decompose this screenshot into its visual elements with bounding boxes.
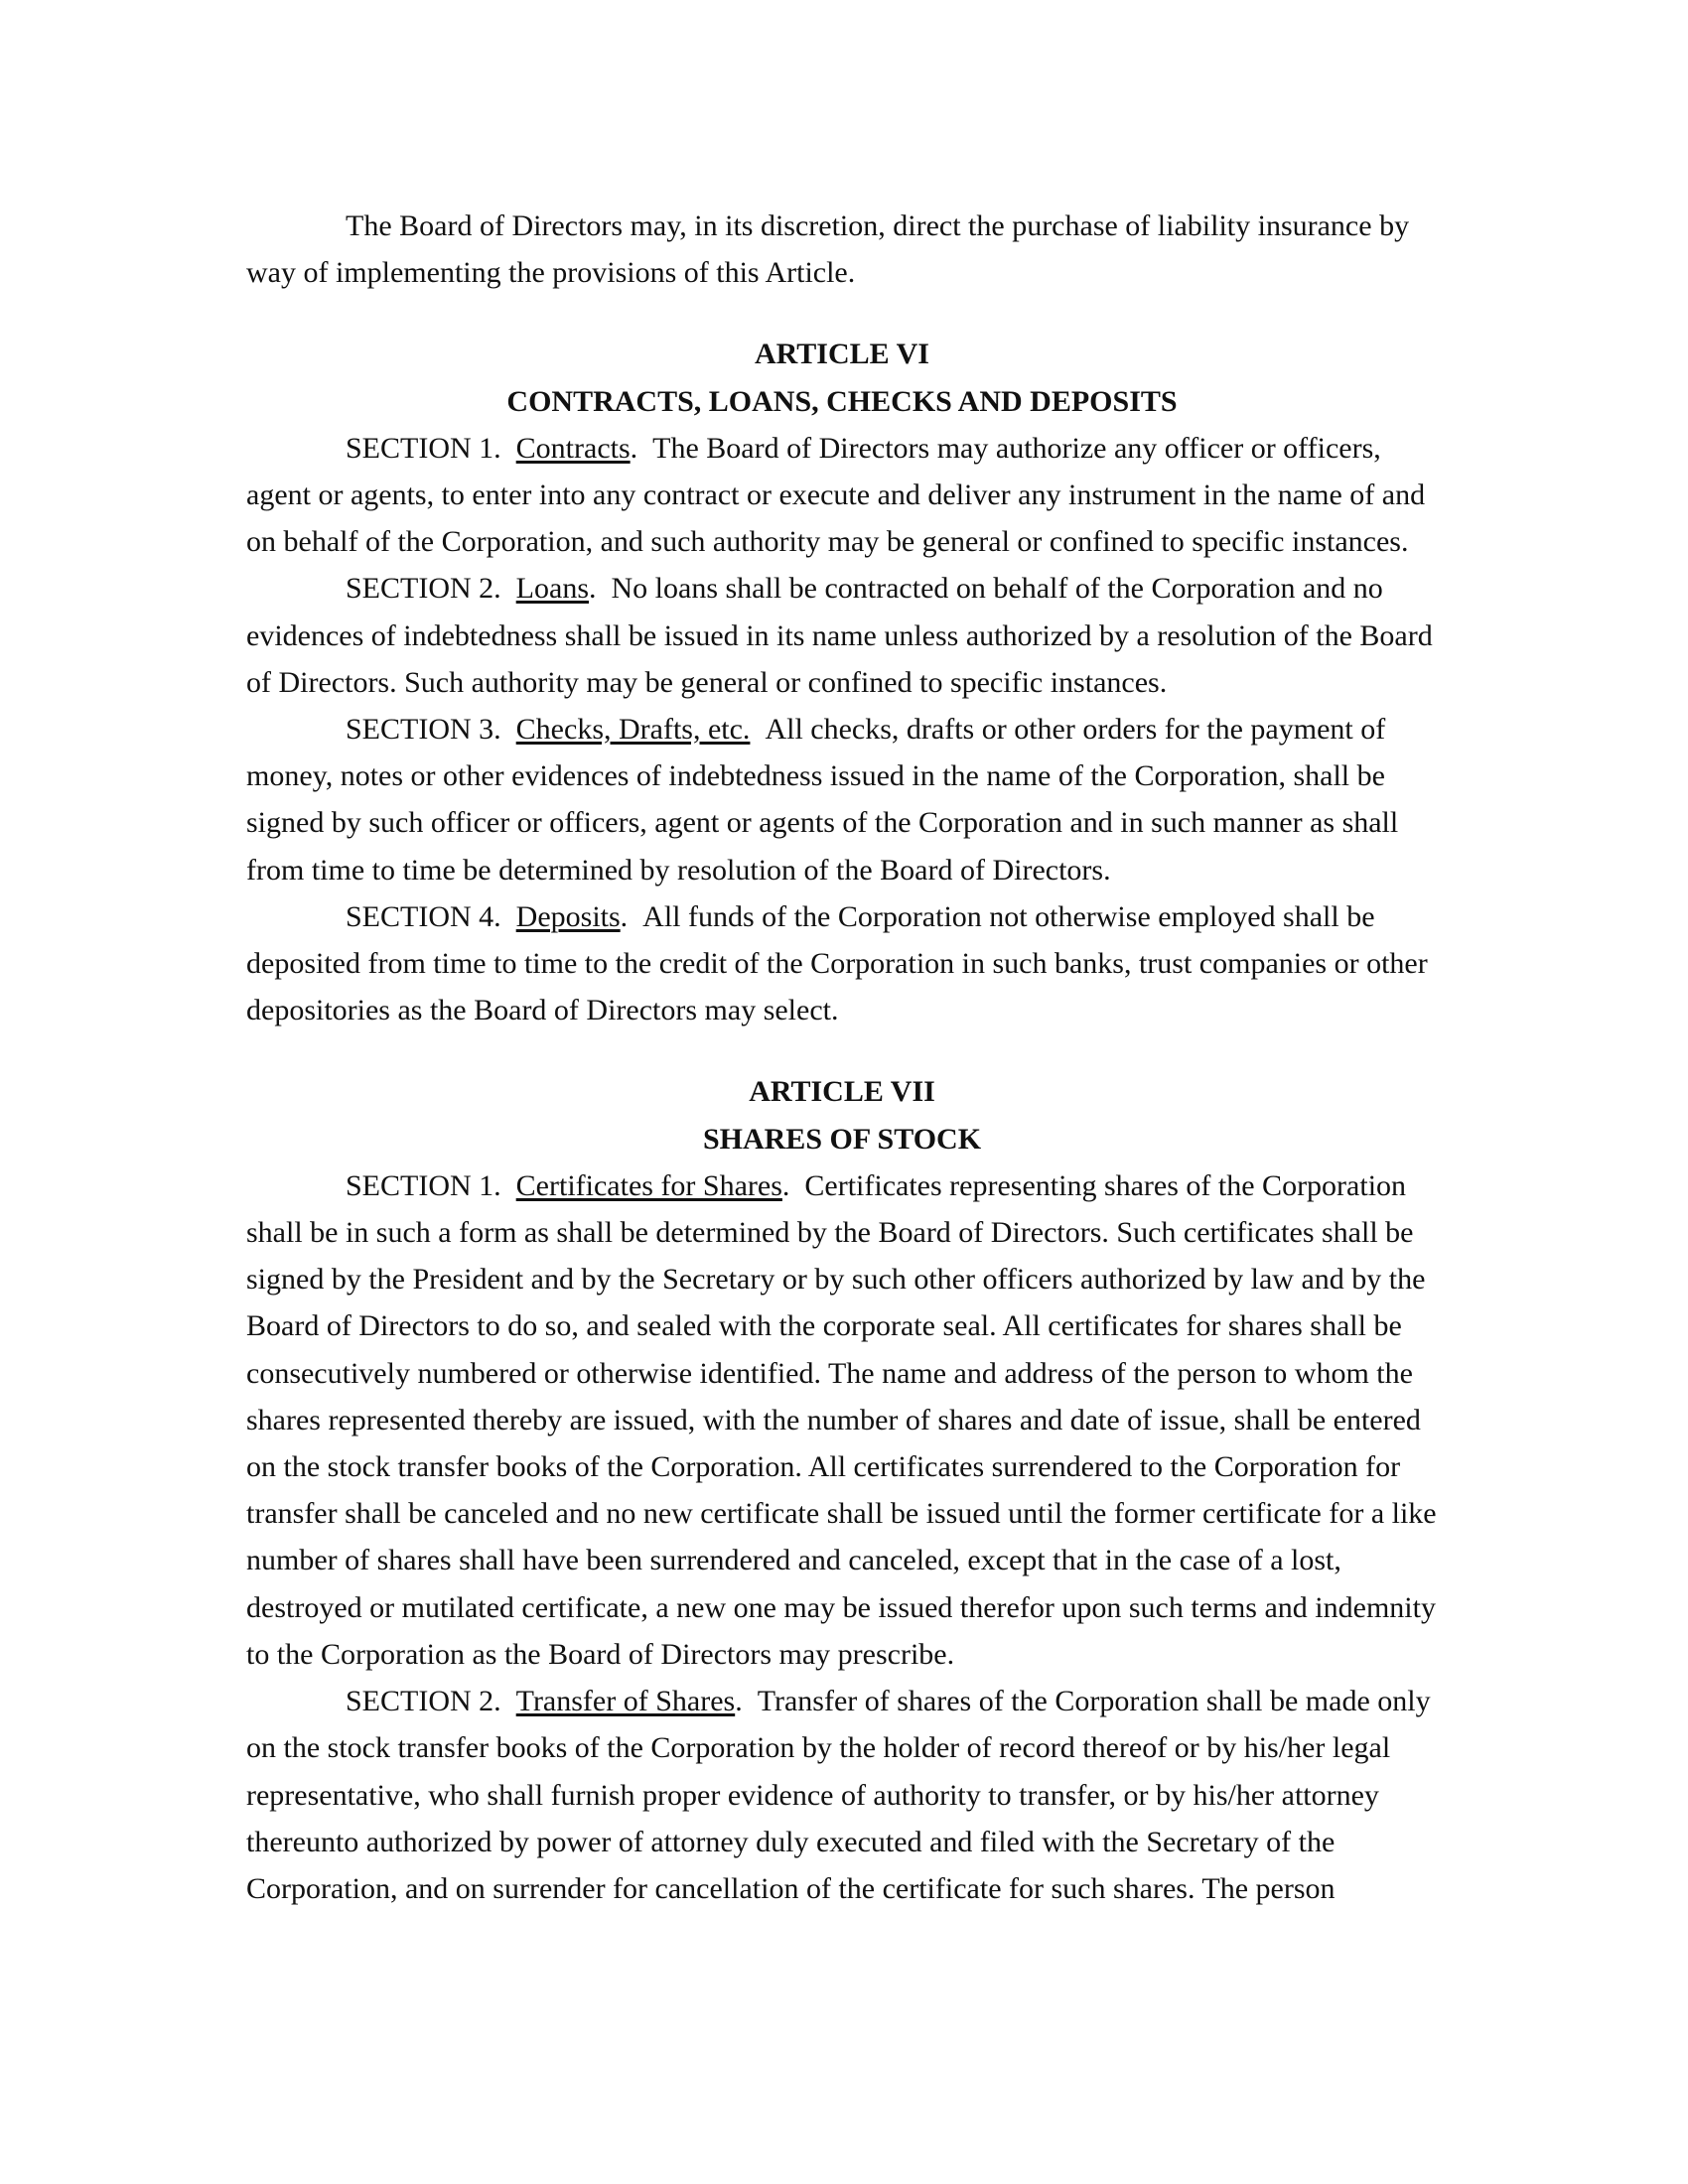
article-6-section-2: SECTION 2. Loans. No loans shall be contracted on behalf of the Corporation and no evidences of indebtedness shall be issued in its name unless authorized by a resolution of the Board of Directors. Such authority may be general or confined to specific instances. — [246, 572, 1433, 699]
section-label: SECTION 4. — [346, 899, 501, 933]
article-6-section-1: SECTION 1. Contracts. The Board of Directors may authorize any officer or officers, agent or agents, to enter into any contract or execute and deliver any instrument in the name of and on behalf of the Corporation, and such authority may be general or confined to specific instances. — [246, 431, 1426, 559]
article-7-section-1: SECTION 1. Certificates for Shares. Certificates representing shares of the Corporation shall be in such a form as shall be determined by the Board of Directors. Such certificates shall be signed by the President and by the Secretary or by such other officers authorized by law and by the Board of Directors to do so, and sealed with the corporate seal. All certificates for shares shall be consecutively numbered or otherwise identified. The name and address of the person to whom the shares represented thereby are issued, with the number of shares and date of issue, shall be entered on the stock transfer books of the Corporation. All certificates surrendered to the Corporation for transfer shall be canceled and no new certificate shall be issued until the former certificate for a like number of shares shall have been surrendered and canceled, except that in the case of a lost, destroyed or mutilated certificate, a new one may be issued therefor upon such terms and indemnity to the Corporation as the Board of Directors may prescribe. — [246, 1168, 1437, 1671]
section-text: All funds of the Corporation not otherwise employed shall be deposited from time to time to the credit of the Corporation in such banks, trust companies or other depositories as the Board of Directors may select. — [246, 899, 1428, 1027]
section-text: No loans shall be contracted on behalf of the Corporation and no evidences of indebtedness shall be issued in its name unless authorized by a resolution of the Board of Directors. Such authority may be general or confined to specific instances. — [246, 572, 1433, 699]
spacer — [246, 1033, 1438, 1068]
section-heading: Transfer of Shares — [515, 1685, 736, 1718]
article-6-number: ARTICLE VI — [755, 338, 929, 371]
article-6-section-3 — [246, 706, 1438, 893]
section-text: All checks, drafts or other orders for the payment of money, notes or other evidences of indebtedness issued in the name of the Corporation, shall be signed by such officer or officers, agent or agents of the Corporation and in such manner as shall from time to time be determined by resolution of the Board of Directors. — [246, 713, 1399, 887]
document-page — [246, 203, 1438, 1912]
section-label: SECTION 2. — [346, 572, 501, 606]
section-heading: Certificates for Shares — [515, 1168, 782, 1202]
section-label: SECTION 2. — [346, 1685, 501, 1718]
intro-paragraph: The Board of Directors may, in its discretion, direct the purchase of liability insurance by way of implementing the provisions of this Article. — [246, 209, 1410, 290]
spacer — [246, 296, 1438, 331]
section-text: Certificates representing shares of the Corporation shall be in such a form as shall be determined by the Board of Directors. Such certificates shall be signed by the President and by the Secretary or by such other officers authorized by law and by the Board of Directors to do so, and sealed with the corporate seal. All certificates for shares shall be consecutively numbered or otherwise identified. The name and address of the person to whom the shares represented thereby are issued, with the number of shares and date of issue, shall be entered on the stock transfer books of the Corporation. All certificates surrendered to the Corporation for transfer shall be canceled and no new certificate shall be issued until the former certificate for a like number of shares shall have been surrendered and canceled, except that in the case of a lost, destroyed or mutilated certificate, a new one may be issued therefor upon such terms and indemnity to the Corporation as the Board of Directors may prescribe. — [246, 1168, 1437, 1671]
section-heading: Contracts — [515, 431, 631, 465]
section-heading: Loans — [515, 572, 589, 606]
section-heading: Checks, Drafts, etc. — [515, 713, 751, 747]
article-6-section-4: SECTION 4. Deposits. All funds of the Corporation not otherwise employed shall be deposited from time to time to the credit of the Corporation in such banks, trust companies or other depositories as the Board of Directors may select. — [246, 899, 1428, 1027]
article-7-section-2: SECTION 2. Transfer of Shares. Transfer of shares of the Corporation shall be made only on the stock transfer books of the Corporation by the holder of record thereof or by his/her legal representative, who shall furnish proper evidence of authority to transfer, or by his/her attorney thereunto authorized by power of attorney duly executed and filed with the Secretary of the Corporation, and on surrender for cancellation of the certificate for such shares. The person — [246, 1685, 1431, 1905]
section-label: SECTION 1. — [346, 431, 501, 465]
section-heading: Deposits — [515, 899, 621, 933]
article-7-title: SHARES OF STOCK — [702, 1122, 982, 1156]
section-label: SECTION 1. — [346, 1168, 501, 1202]
article-6-title: CONTRACTS, LOANS, CHECKS AND DEPOSITS — [506, 384, 1178, 418]
article-7-number: ARTICLE VII — [749, 1075, 935, 1109]
section-text: Transfer of shares of the Corporation shall be made only on the stock transfer books of the Corporation by the holder of record thereof or by his/her legal representative, who shall furnish proper evidence of authority to transfer, or by his/her attorney thereunto authorized by power of attorney duly executed and filed with the Secretary of the Corporation, and on surrender for cancellation of the certificate for such shares. The person — [246, 1685, 1431, 1905]
section-text: The Board of Directors may authorize any officer or officers, agent or agents, to enter into any contract or execute and deliver any instrument in the name of and on behalf of the Corporation, and such authority may be general or confined to specific instances. — [246, 431, 1426, 559]
section-label: SECTION 3. — [346, 713, 501, 747]
